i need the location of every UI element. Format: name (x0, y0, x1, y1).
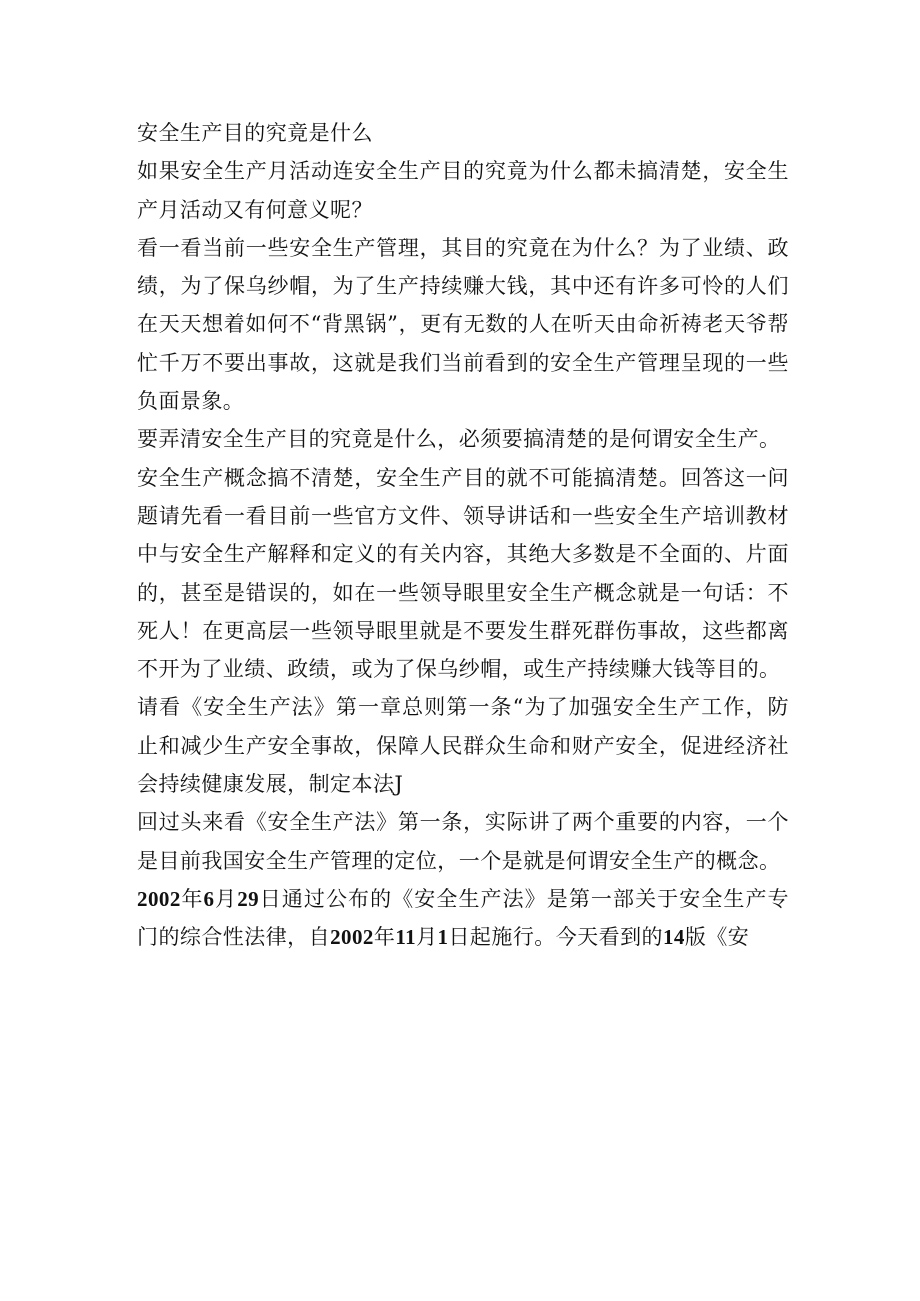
paragraph-3: 要弄清安全生产目的究竟是什么，必须要搞清楚的是何谓安全生产。 (137, 427, 781, 452)
day-number: 29 (237, 886, 260, 911)
document-title: 安全生产目的究竟是什么 (137, 121, 373, 145)
version-number: 14 (662, 925, 685, 950)
paragraph-2: 看一看当前一些安全生产管理，其目的究竟在为什么？为了业绩、政绩，为了保乌纱帽，为了生产持续赚大钱，其中还有许多可怜的人们在天天想着如何不“背黑锅”，更有无数的人在听天由命祈祷老天爷帮忙千万不要出事故，这就是我们当前看到的安全生产管理呈现的一些负面景象。 (137, 235, 789, 414)
month-number: 11 (395, 925, 417, 950)
text-fragment: 版《安 (684, 925, 750, 950)
paragraph-6: 回过头来看《安全生产法》第一条，实际讲了两个重要的内容，一个是目前我国安全生产管理的定位，一个是就是何谓安全生产的概念。 (137, 810, 789, 873)
month-number: 6 (203, 886, 215, 911)
paragraph-4: 安全生产概念搞不清楚，安全生产目的就不可能搞清楚。回答这一问题请先看一看目前一些官方文件、领导讲话和一些安全生产培训教材中与安全生产解释和定义的有关内容，其绝大多数是不全面的、片面的，甚至是错误的，如在一些领导眼里安全生产概念就是一句话：不死人！在更高层一些领导眼里就是不要发生群死群伤事故，这些都离不开为了业绩、政绩，或为了保乌纱帽，或生产持续赚大钱等目的。 (137, 465, 789, 682)
paragraph-1: 如果安全生产月活动连安全生产目的究竟为什么都未搞清楚，安全生产月活动又有何意义呢？ (137, 159, 789, 222)
paragraph-5: 请看《安全生产法》第一章总则第一条“为了加强安全生产工作，防止和减少生产安全事故，保障人民群众生命和财产安全，促进经济社会持续健康发展，制定本法J (137, 695, 789, 797)
document-page (137, 114, 789, 957)
year-number: 2002 (330, 925, 374, 950)
text-fragment: 日起施行。今天看到的 (448, 925, 663, 950)
day-number: 1 (437, 925, 449, 950)
text-fragment: 月 (214, 886, 238, 911)
text-fragment: 年 (373, 925, 396, 950)
year-number: 2002 (137, 886, 181, 911)
paragraph-7 (137, 880, 789, 957)
text-fragment: 年 (180, 886, 204, 911)
text-fragment: 日通过公布的《安全生产法》是第一部关于安全生产专门的综合性法律，自 (137, 886, 790, 950)
text-fragment: 月 (416, 925, 438, 950)
